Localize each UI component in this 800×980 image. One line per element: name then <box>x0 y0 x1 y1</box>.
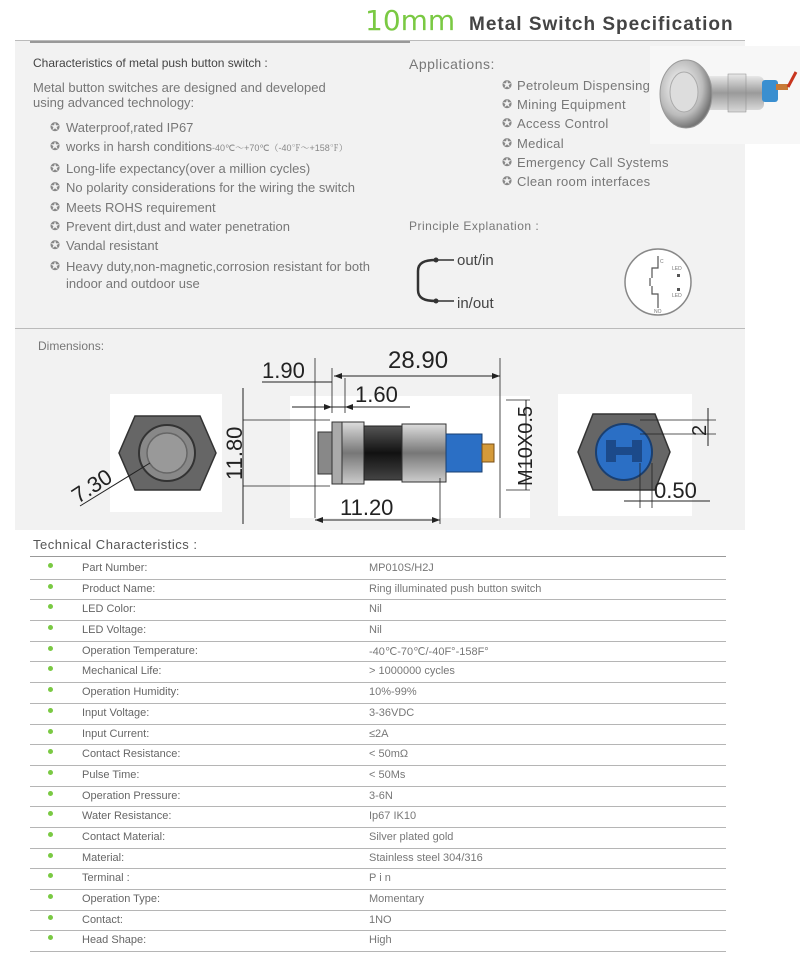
list-item: ✪ Meets ROHS requirement <box>50 198 390 217</box>
principle-in-out: in/out <box>457 295 494 312</box>
bullet-dot-icon <box>48 894 53 899</box>
list-item: ✪ Access Control <box>502 114 669 133</box>
bullet-dot-icon <box>48 853 53 858</box>
bullet-dot-icon <box>48 604 53 609</box>
table-row: Part Number: MP010S/H2J <box>30 559 726 580</box>
side-pin <box>482 444 494 462</box>
principle-out-in: out/in <box>457 252 494 269</box>
table-row: Product Name: Ring illuminated push button switch <box>30 580 726 601</box>
list-item: ✪ Emergency Call Systems <box>502 153 669 172</box>
bullet-icon: ✪ <box>50 219 61 234</box>
list-item: ✪ Medical <box>502 134 669 153</box>
list-item: ✪ Vandal resistant <box>50 236 390 255</box>
bullet-icon: ✪ <box>502 174 513 189</box>
bullet-dot-icon <box>48 646 53 651</box>
principle-title: Principle Explanation : <box>409 219 540 233</box>
bullet-dot-icon <box>48 873 53 878</box>
dim-11-20: 11.20 <box>340 495 394 520</box>
front-button <box>147 433 187 473</box>
dim-1-90: 1.90 <box>262 358 305 383</box>
bullet-dot-icon <box>48 791 53 796</box>
bullet-dot-icon <box>48 563 53 568</box>
dim-0-50: 0.50 <box>654 478 697 503</box>
dimensions-title: Dimensions: <box>38 339 105 353</box>
bullet-dot-icon <box>48 915 53 920</box>
table-row: Mechanical Life: > 1000000 cycles <box>30 662 726 683</box>
table-row: Contact: 1NO <box>30 911 726 932</box>
side-body <box>402 424 446 482</box>
bullet-icon: ✪ <box>50 238 61 253</box>
divider <box>30 41 410 43</box>
bullet-dot-icon <box>48 749 53 754</box>
table-row: Contact Resistance: < 50mΩ <box>30 745 726 766</box>
bullet-icon: ✪ <box>50 258 61 273</box>
side-head <box>318 432 332 474</box>
bullet-icon: ✪ <box>502 116 513 131</box>
bullet-dot-icon <box>48 770 53 775</box>
bullet-icon: ✪ <box>502 78 513 92</box>
dim-11-80: 11.80 <box>222 426 247 480</box>
bullet-icon: ✪ <box>50 180 61 195</box>
bullet-icon: ✪ <box>50 160 61 175</box>
bullet-icon: ✪ <box>502 97 513 112</box>
list-item: ✪ Mining Equipment <box>502 95 669 114</box>
bullet-icon: ✪ <box>50 120 61 134</box>
table-row: Input Voltage: 3-36VDC <box>30 704 726 725</box>
applications-list <box>502 76 669 191</box>
bullet-dot-icon <box>48 832 53 837</box>
characteristics-list <box>50 118 390 292</box>
symbol-led-label: LED <box>672 293 682 299</box>
symbol-c-label: C <box>660 259 664 265</box>
technical-table <box>30 559 726 952</box>
table-row: Operation Pressure: 3-6N <box>30 787 726 808</box>
symbol-led-label: LED <box>672 266 682 272</box>
bullet-dot-icon <box>48 935 53 940</box>
header-size: 10mm <box>365 4 456 37</box>
dim-m10: M10X0.5 <box>515 405 537 486</box>
list-item: ✪ Long-life expectancy(over a million cycles) <box>50 159 390 178</box>
dimension-drawing <box>0 328 800 530</box>
bullet-dot-icon <box>48 584 53 589</box>
dim-7-30: 7.30 <box>67 463 117 509</box>
symbol-no-label: NO <box>654 309 662 315</box>
list-item: ✪ Petroleum Dispensing <box>502 76 669 95</box>
bullet-icon: ✪ <box>50 199 61 214</box>
table-row: Input Current: ≤2A <box>30 725 726 746</box>
page-header <box>0 4 800 40</box>
side-nut <box>342 422 364 484</box>
table-row: Operation Humidity: 10%-99% <box>30 683 726 704</box>
bullet-dot-icon <box>48 687 53 692</box>
table-row: Operation Temperature: -40℃-70℃/-40F°-158F° <box>30 642 726 663</box>
switch-photo <box>650 46 800 144</box>
table-row: Head Shape: High <box>30 931 726 952</box>
list-item: ✪ Heavy duty,non-magnetic,corrosion resistant for both indoor and outdoor use <box>50 258 370 291</box>
header-title: Metal Switch Specification <box>469 14 734 35</box>
bullet-icon: ✪ <box>502 154 513 169</box>
list-item: ✪ Prevent dirt,dust and water penetration <box>50 217 390 236</box>
bullet-icon: ✪ <box>50 139 61 154</box>
list-item: ✪ Waterproof,rated IP67 <box>50 118 390 137</box>
table-row: Contact Material: Silver plated gold <box>30 828 726 849</box>
side-thread <box>364 426 402 480</box>
bullet-dot-icon <box>48 666 53 671</box>
list-item: ✪ Clean room interfaces <box>502 172 669 191</box>
table-row: LED Voltage: Nil <box>30 621 726 642</box>
table-row: Material: Stainless steel 304/316 <box>30 849 726 870</box>
characteristics-intro: Metal button switches are designed and developed using advanced technology: <box>33 80 326 110</box>
side-connector <box>446 434 482 472</box>
bullet-dot-icon <box>48 729 53 734</box>
table-row: Operation Type: Momentary <box>30 890 726 911</box>
list-item: ✪ works in harsh conditions-40℃～+70℃（-40℉～+158℉） <box>50 137 390 158</box>
switch-symbol-icon <box>622 246 694 318</box>
divider <box>30 556 726 557</box>
dim-1-60: 1.60 <box>355 382 398 407</box>
list-item: ✪ No polarity considerations for the wiring the switch <box>50 178 390 197</box>
table-row: LED Color: Nil <box>30 600 726 621</box>
dim-2: 2 <box>689 424 711 436</box>
bullet-icon: ✪ <box>502 135 513 150</box>
bullet-dot-icon <box>48 811 53 816</box>
applications-title: Applications: <box>409 56 495 72</box>
table-row: Pulse Time: < 50Ms <box>30 766 726 787</box>
table-row: Water Resistance: Ip67 IK10 <box>30 807 726 828</box>
technical-title: Technical Characteristics : <box>33 537 198 552</box>
dim-28-90: 28.90 <box>388 347 449 374</box>
table-row: Terminal : P i n <box>30 869 726 890</box>
bullet-dot-icon <box>48 625 53 630</box>
bullet-dot-icon <box>48 708 53 713</box>
characteristics-title: Characteristics of metal push button switch : <box>33 56 268 70</box>
